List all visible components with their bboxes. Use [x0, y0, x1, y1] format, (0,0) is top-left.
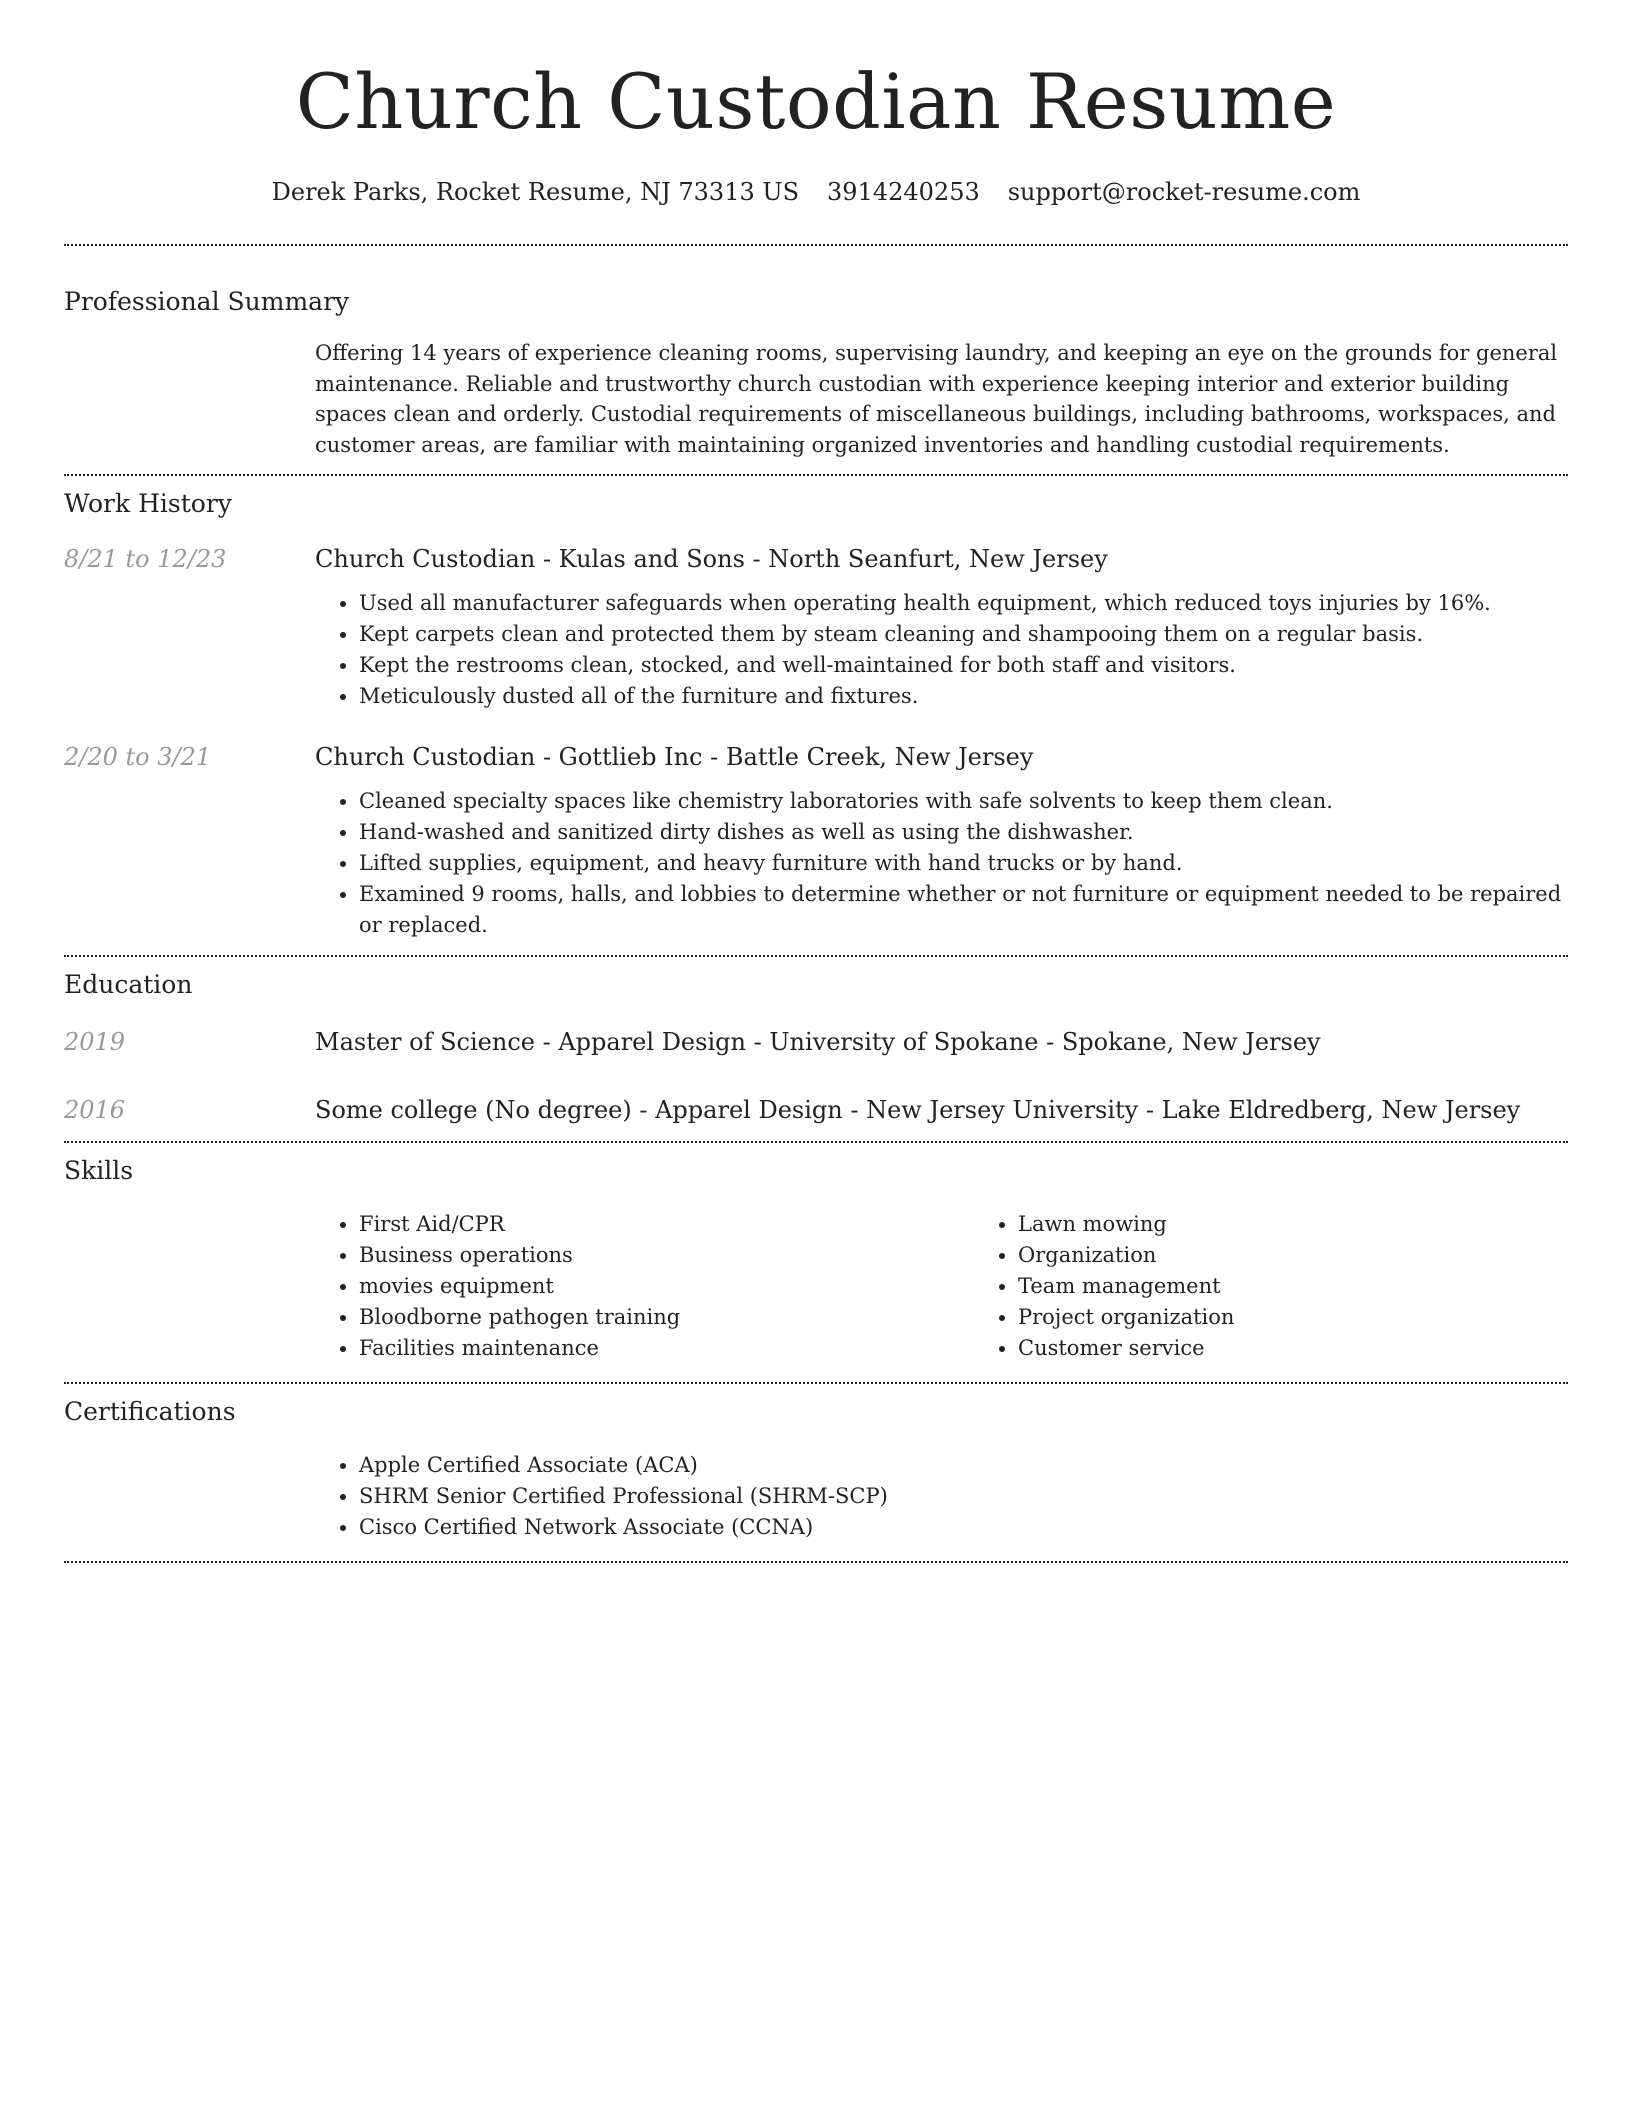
education-heading: Education: [64, 970, 193, 999]
list-item: • Lifted supplies, equipment, and heavy furniture with hand trucks or by hand.: [359, 848, 1568, 879]
list-item: • Hand-washed and sanitized dirty dishes as well as using the dishwasher.: [359, 817, 1568, 848]
job-title: Church Custodian - Kulas and Sons - North Seanfurt, New Jersey: [315, 545, 1108, 573]
skill-item: • First Aid/CPR: [359, 1209, 974, 1240]
skill-item: • Bloodborne pathogen training: [359, 1302, 974, 1333]
job-bullets: [315, 588, 1568, 712]
skill-item: • Business operations: [359, 1240, 974, 1271]
education-title: Some college (No degree) - Apparel Design - New Jersey University - Lake Eldredberg, New Jersey: [315, 1096, 1521, 1124]
education-title: Master of Science - Apparel Design - University of Spokane - Spokane, New Jersey: [315, 1028, 1321, 1056]
list-item: • Kept carpets clean and protected them by steam cleaning and shampooing them on a regular basis.: [359, 619, 1568, 650]
job-dates: 8/21 to 12/23: [64, 545, 227, 573]
skill-item: • Lawn mowing: [1018, 1209, 1234, 1240]
list-item: • Kept the restrooms clean, stocked, and well-maintained for both staff and visitors.: [359, 650, 1568, 681]
certification-item: • SHRM Senior Certified Professional (SHRM-SCP): [359, 1481, 1568, 1512]
skill-item: • Team management: [1018, 1271, 1234, 1302]
education-year: 2019: [64, 1028, 126, 1056]
education-year: 2016: [64, 1096, 126, 1124]
skills-list-right: [974, 1209, 1234, 1364]
summary-text: Offering 14 years of experience cleaning rooms, supervising laundry, and keeping an eye on the grounds for general maintenance. Reliable and trustworthy church custodian with experience keeping interior and exterior building spaces clean and orderly. Custodial requirements of miscellaneous buildings, including bathrooms, workspaces, and customer areas, are familiar with maintaining organized inventories and handling custodial requirements.: [315, 341, 1558, 457]
work-history-heading: Work History: [64, 489, 232, 518]
work-history-section: [64, 476, 1568, 941]
skill-item: • Customer service: [1018, 1333, 1234, 1364]
education-entry: [64, 1093, 1568, 1127]
summary-section: [64, 246, 1568, 460]
certification-item: • Apple Certified Associate (ACA): [359, 1450, 1568, 1481]
contact-line: [64, 174, 1568, 210]
job-entry: [64, 542, 1568, 712]
certifications-section: [64, 1384, 1568, 1543]
skill-item: • Project organization: [1018, 1302, 1234, 1333]
certifications-heading: Certifications: [64, 1397, 236, 1426]
job-dates: 2/20 to 3/21: [64, 743, 212, 771]
skills-list-left: [315, 1209, 974, 1364]
skills-section: [64, 1143, 1568, 1364]
education-section: [64, 957, 1568, 1127]
job-title: Church Custodian - Gottlieb Inc - Battle Creek, New Jersey: [315, 743, 1034, 771]
contact-phone: 3914240253: [827, 178, 980, 206]
resume-title: Church Custodian Resume: [295, 57, 1337, 146]
skills-heading: Skills: [64, 1156, 134, 1185]
skill-item: • movies equipment: [359, 1271, 974, 1302]
skills-grid: [315, 1209, 1568, 1364]
contact-email: support@rocket-resume.com: [1007, 178, 1361, 206]
list-item: • Cleaned specialty spaces like chemistry laboratories with safe solvents to keep them clean.: [359, 786, 1568, 817]
job-bullets: [315, 786, 1568, 941]
list-item: • Used all manufacturer safeguards when operating health equipment, which reduced toys injuries by 16%.: [359, 588, 1568, 619]
section-divider: [64, 1561, 1568, 1563]
list-item: • Meticulously dusted all of the furniture and fixtures.: [359, 681, 1568, 712]
skill-item: • Facilities maintenance: [359, 1333, 974, 1364]
education-entry: [64, 1025, 1568, 1059]
contact-name-address: Derek Parks, Rocket Resume, NJ 73313 US: [271, 178, 800, 206]
certifications-list: [315, 1450, 1568, 1543]
summary-heading: Professional Summary: [64, 287, 350, 316]
list-item: • Examined 9 rooms, halls, and lobbies to determine whether or not furniture or equipment needed to be repaired or replaced.: [359, 879, 1568, 941]
certification-item: • Cisco Certified Network Associate (CCNA): [359, 1512, 1568, 1543]
skill-item: • Organization: [1018, 1240, 1234, 1271]
job-entry: [64, 740, 1568, 941]
